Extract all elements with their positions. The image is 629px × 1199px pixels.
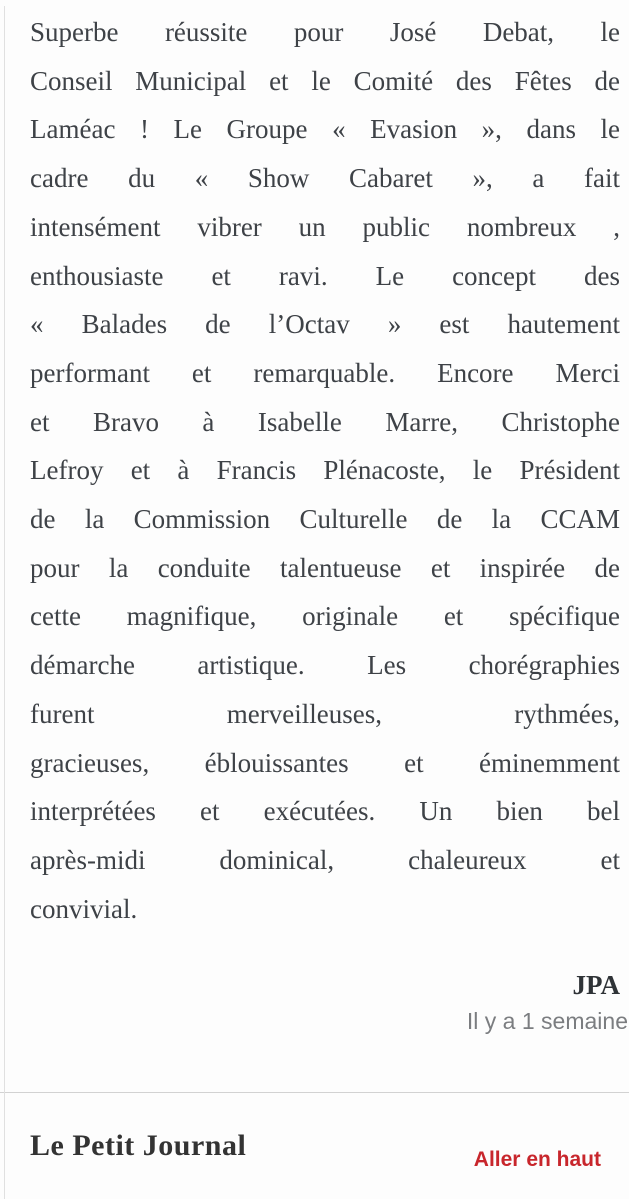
paragraph-line: Conseil Municipal et le Comité des Fêtes de (30, 65, 620, 96)
paragraph-line: démarche artistique. Les chorégraphies (30, 650, 620, 681)
left-border-line (4, 6, 5, 1199)
paragraph-line: furent merveilleuses, rythmées, (30, 698, 620, 729)
page-footer (0, 1092, 629, 1198)
paragraph-line: Superbe réussite pour José Debat, le (30, 17, 620, 47)
paragraph-line: et Bravo à Isabelle Marre, Christophe (30, 406, 620, 437)
paragraph-line: de la Commission Culturelle de la CCAM (30, 504, 620, 535)
author-signature: JPA (572, 970, 620, 1001)
paragraph-line: cette magnifique, originale et spécifique (30, 601, 620, 632)
back-to-top-link[interactable]: Aller en haut (473, 1147, 601, 1171)
paragraph-line: pour la conduite talentueuse et inspirée de (30, 552, 620, 583)
paragraph-line: convivial. (30, 893, 138, 924)
paragraph-line: après-midi dominical, chaleureux et (30, 844, 620, 875)
paragraph-line: gracieuses, éblouissantes et éminemment (30, 747, 620, 778)
paragraph-line: Lefroy et à Francis Plénacoste, le Président (30, 455, 620, 486)
paragraph-line: « Balades de l’Octav » est hautement (30, 309, 620, 340)
paragraph-line: interprétées et exécutées. Un bien bel (30, 796, 620, 827)
paragraph-line: Laméac ! Le Groupe « Evasion », dans le (30, 114, 620, 145)
paragraph-line: cadre du « Show Cabaret », a fait (30, 163, 620, 194)
footer-site-title: Le Petit Journal (30, 1128, 247, 1162)
article-paragraph (30, 8, 620, 933)
paragraph-line: enthousiaste et ravi. Le concept des (30, 260, 620, 291)
paragraph-line: intensément vibrer un public nombreux , (30, 211, 620, 242)
published-timestamp: Il y a 1 semaine (466, 1008, 628, 1035)
paragraph-line: performant et remarquable. Encore Merci (30, 357, 620, 388)
